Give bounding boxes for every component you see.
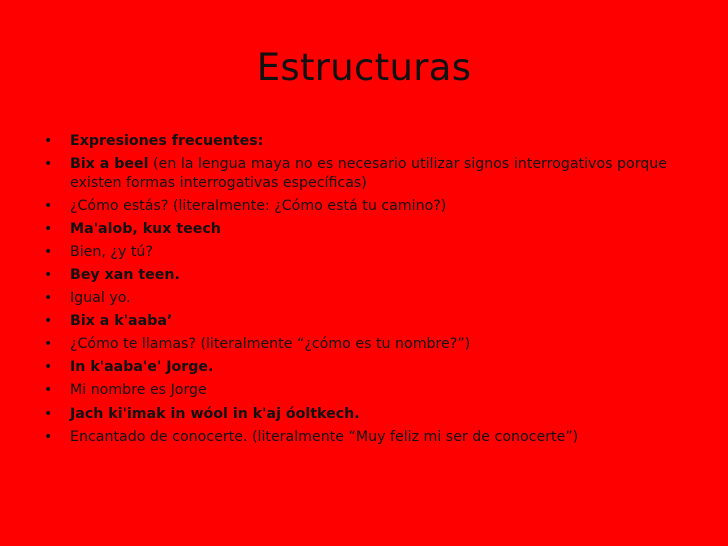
list-item (44, 335, 704, 354)
bullet-icon: • (44, 156, 53, 173)
item-bold-text: Bix a k'aaba’ (70, 313, 173, 330)
list-item (44, 132, 704, 151)
item-bold-text: Bix a beel (70, 156, 149, 173)
item-text: Encantado de conocerte. (literalmente “Muy feliz mi ser de conocerte”) (70, 428, 579, 445)
list-item (44, 266, 704, 285)
item-text: (en la lengua maya no es necesario utilizar signos interrogativos porque existen formas interrogativas específicas) (70, 156, 668, 191)
item-bold-text: Bey xan teen. (70, 266, 180, 283)
item-text: Igual yo. (70, 290, 131, 307)
item-bold-text: Jach ki'imak in wóol in k'aj óoltkech. (70, 405, 360, 422)
item-text: Bien, ¿y tú? (70, 243, 153, 260)
list-item (44, 381, 704, 400)
item-bold-text: Expresiones frecuentes: (70, 133, 264, 149)
bullet-icon: • (44, 290, 53, 307)
list-item (44, 243, 704, 262)
bullet-icon: • (44, 428, 53, 445)
list-item (44, 358, 704, 377)
bullet-icon: • (44, 197, 53, 214)
list-item (44, 428, 704, 447)
list-item (44, 312, 704, 331)
item-bold-text: Ma'alob, kux teech (70, 220, 221, 237)
list-item (44, 197, 704, 216)
bullet-icon: • (44, 359, 53, 376)
bullet-list (44, 132, 704, 451)
slide-title: Estructuras (256, 46, 472, 89)
list-item (44, 220, 704, 239)
item-text: ¿Cómo te llamas? (literalmente “¿cómo es tu nombre?”) (70, 336, 471, 353)
bullet-icon: • (44, 382, 53, 399)
bullet-icon: • (44, 313, 53, 330)
bullet-icon: • (44, 266, 53, 283)
bullet-icon: • (44, 220, 53, 237)
bullet-icon: • (44, 243, 53, 260)
item-bold-text: In k'aaba'e' Jorge. (70, 359, 214, 376)
list-item (44, 405, 704, 424)
bullet-icon: • (44, 405, 53, 422)
item-text: Mi nombre es Jorge (70, 382, 207, 399)
list-item (44, 289, 704, 308)
bullet-icon: • (44, 336, 53, 353)
item-text: ¿Cómo estás? (literalmente: ¿Cómo está tu camino?) (70, 197, 447, 214)
bullet-icon: • (44, 133, 53, 149)
list-item (44, 155, 704, 192)
